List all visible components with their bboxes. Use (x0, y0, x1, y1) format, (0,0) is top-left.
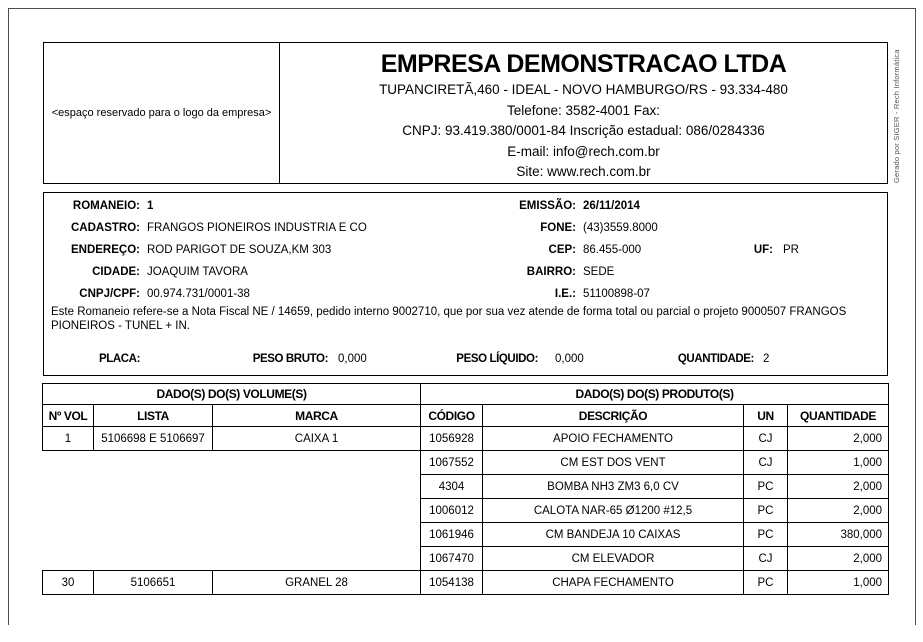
cell-un: PC (744, 523, 788, 547)
cell-codigo: 1061946 (421, 523, 483, 547)
quantidade-value: 2 (763, 353, 770, 365)
cell-descricao: CHAPA FECHAMENTO (483, 571, 744, 595)
cell-vol (43, 451, 94, 475)
placa-label: PLACA: (98, 353, 140, 365)
bairro-label: BAIRRO: (526, 266, 576, 278)
cell-quantidade: 2,000 (788, 427, 889, 451)
endereco-value: ROD PARIGOT DE SOUZA,KM 303 (147, 244, 332, 256)
cell-lista (94, 475, 213, 499)
document-page (8, 8, 916, 625)
cell-vol: 1 (43, 427, 94, 451)
uf-value: PR (783, 244, 799, 256)
cell-descricao: APOIO FECHAMENTO (483, 427, 744, 451)
table-group-header-row (43, 384, 889, 405)
cell-codigo: 1056928 (421, 427, 483, 451)
cell-vol (43, 499, 94, 523)
table-row (43, 451, 889, 475)
cadastro-value: FRANGOS PIONEIROS INDUSTRIA E CO (147, 222, 367, 234)
cell-codigo: 1067470 (421, 547, 483, 571)
cell-codigo: 1054138 (421, 571, 483, 595)
emissao-value: 26/11/2014 (583, 200, 640, 212)
table-row (43, 571, 889, 595)
col-header-quantidade: QUANTIDADE (788, 405, 889, 427)
cell-un: PC (744, 571, 788, 595)
cell-codigo: 4304 (421, 475, 483, 499)
ie-value: 51100898-07 (583, 288, 650, 300)
bairro-value: SEDE (583, 266, 615, 278)
volumes-products-table (42, 383, 889, 595)
fone-value: (43)3559.8000 (583, 222, 658, 234)
emissao-label: EMISSÃO: (519, 200, 576, 212)
col-header-descricao: DESCRIÇÃO (483, 405, 744, 427)
cell-quantidade: 2,000 (788, 499, 889, 523)
col-header-lista: LISTA (94, 405, 213, 427)
cell-vol (43, 547, 94, 571)
generator-note: Gerado por SIGER - Rech Informática (892, 49, 901, 183)
company-address: TUPANCIRETÃ,460 - IDEAL - NOVO HAMBURGO/RS - 93.334-480 (379, 82, 788, 97)
company-phone: Telefone: 3582-4001 Fax: (506, 102, 661, 118)
cell-vol (43, 523, 94, 547)
cell-marca (213, 475, 421, 499)
cidade-value: JOAQUIM TAVORA (147, 266, 248, 278)
cell-descricao: CM EST DOS VENT (483, 451, 744, 475)
cell-vol (43, 475, 94, 499)
cell-marca: CAIXA 1 (213, 427, 421, 451)
uf-label: UF: (753, 244, 773, 256)
cell-lista (94, 499, 213, 523)
cell-lista: 5106698 E 5106697 (94, 427, 213, 451)
cell-codigo: 1067552 (421, 451, 483, 475)
romaneio-label: ROMANEIO: (72, 200, 140, 212)
cep-label: CEP: (548, 244, 576, 256)
cnpj-cpf-label: CNPJ/CPF: (79, 288, 140, 300)
company-email: E-mail: info@rech.com.br (507, 143, 660, 159)
cell-marca (213, 451, 421, 475)
table-column-header-row (43, 405, 889, 427)
col-header-codigo: CÓDIGO (421, 405, 483, 427)
cell-descricao: CM BANDEJA 10 CAIXAS (483, 523, 744, 547)
logo-placeholder: <espaço reservado para o logo da empresa> (44, 43, 280, 183)
romaneio-details-box (43, 192, 888, 376)
ie-label: I.E.: (554, 288, 576, 300)
table-row (43, 547, 889, 571)
cell-quantidade: 380,000 (788, 523, 889, 547)
romaneio-note: Este Romaneio refere-se a Nota Fiscal NE / 14659, pedido interno 9002710, que por sua vez atende de forma total ou parcial o projeto 9000507 FRANGOS PIONEIROS - TUNEL + IN. (51, 306, 847, 332)
cell-marca (213, 547, 421, 571)
cell-un: CJ (744, 427, 788, 451)
cell-quantidade: 2,000 (788, 547, 889, 571)
cell-vol: 30 (43, 571, 94, 595)
col-header-nvol: Nº VOL (43, 405, 94, 427)
cell-un: CJ (744, 547, 788, 571)
cell-marca (213, 499, 421, 523)
cell-lista: 5106651 (94, 571, 213, 595)
table-row (43, 427, 889, 451)
table-row (43, 523, 889, 547)
cadastro-label: CADASTRO: (71, 222, 140, 234)
cell-lista (94, 523, 213, 547)
peso-bruto-label: PESO BRUTO: (252, 353, 328, 365)
cell-un: PC (744, 475, 788, 499)
cell-un: CJ (744, 451, 788, 475)
quantidade-label: QUANTIDADE: (677, 353, 754, 365)
company-cnpj: CNPJ: 93.419.380/0001-84 Inscrição estadual: 086/0284336 (402, 123, 765, 138)
cell-quantidade: 1,000 (788, 451, 889, 475)
col-header-marca: MARCA (213, 405, 421, 427)
group-header-volumes: DADO(S) DO(S) VOLUME(S) (43, 384, 421, 405)
cnpj-cpf-value: 00.974.731/0001-38 (147, 288, 250, 300)
peso-liquido-value: 0,000 (555, 353, 584, 365)
company-info (280, 43, 887, 183)
cell-lista (94, 451, 213, 475)
group-header-produtos: DADO(S) DO(S) PRODUTO(S) (421, 384, 889, 405)
company-site: Site: www.rech.com.br (516, 164, 651, 179)
peso-liquido-label: PESO LÍQUIDO: (456, 353, 538, 365)
col-header-un: UN (744, 405, 788, 427)
cell-un: PC (744, 499, 788, 523)
company-name: EMPRESA DEMONSTRACAO LTDA (380, 50, 787, 78)
table-row (43, 499, 889, 523)
cell-descricao: CM ELEVADOR (483, 547, 744, 571)
cell-marca (213, 523, 421, 547)
cell-descricao: CALOTA NAR-65 Ø1200 #12,5 (483, 499, 744, 523)
fone-label: FONE: (540, 222, 576, 234)
endereco-label: ENDEREÇO: (70, 244, 140, 256)
cell-codigo: 1006012 (421, 499, 483, 523)
cell-lista (94, 547, 213, 571)
company-header-box (43, 42, 888, 184)
peso-bruto-value: 0,000 (338, 353, 367, 365)
cidade-label: CIDADE: (92, 266, 140, 278)
cep-value: 86.455-000 (583, 244, 642, 256)
cell-quantidade: 2,000 (788, 475, 889, 499)
cell-descricao: BOMBA NH3 ZM3 6,0 CV (483, 475, 744, 499)
cell-quantidade: 1,000 (788, 571, 889, 595)
table-row (43, 475, 889, 499)
romaneio-value: 1 (147, 200, 154, 212)
cell-marca: GRANEL 28 (213, 571, 421, 595)
